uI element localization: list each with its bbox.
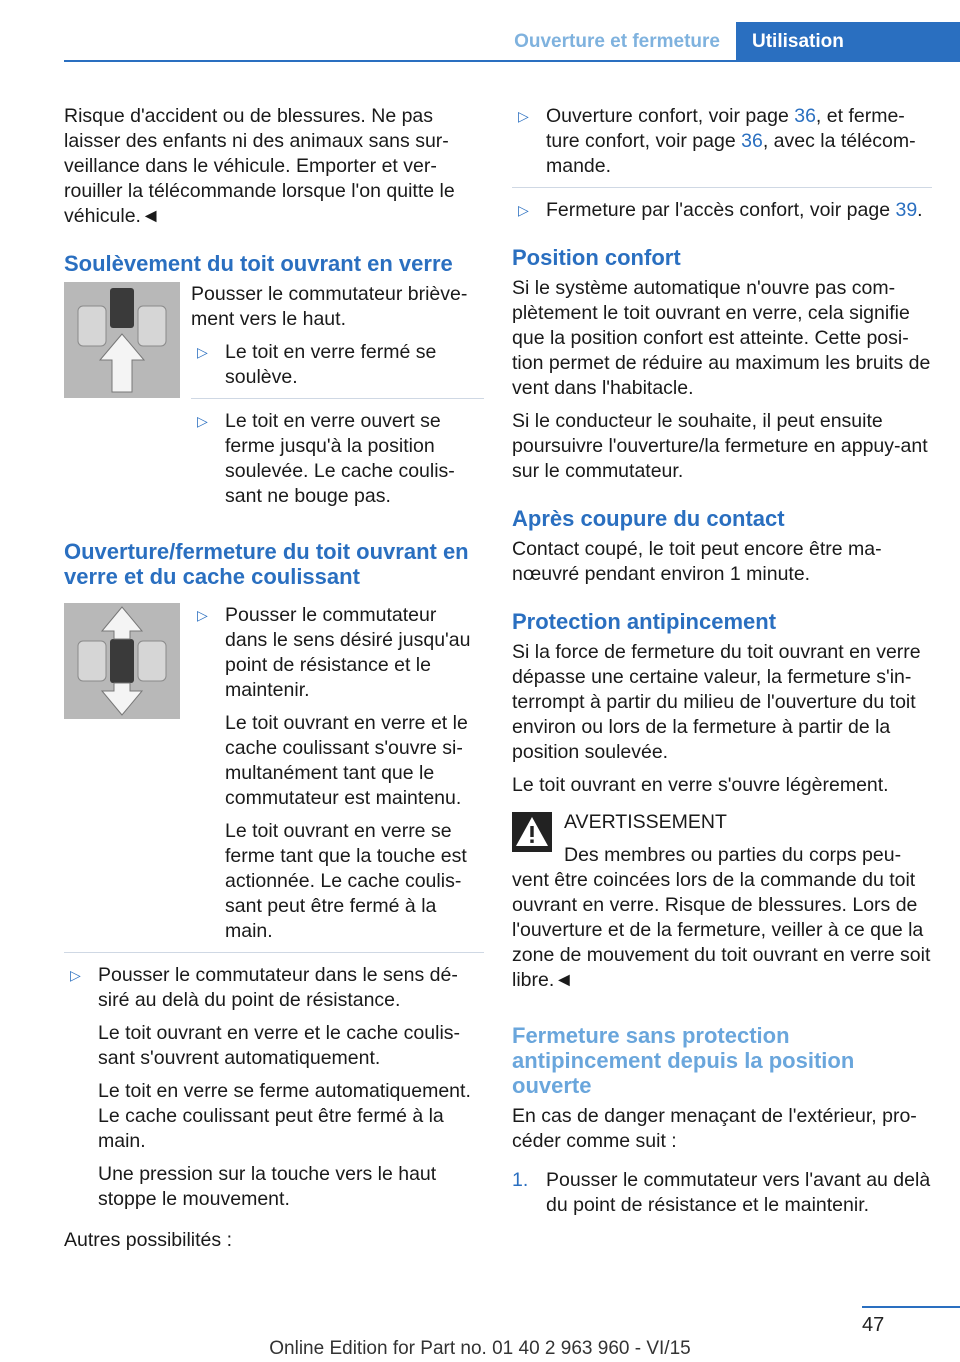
heading-anti-pinch: Protection antipincement [512,609,777,634]
page-link[interactable]: 36 [741,130,763,152]
header-chapter: Utilisation [736,22,960,60]
list-item: ▷ Le toit en verre ouvert se ferme jusqu'à la position soulevée. Le cache coulis‐sant ne bouge pas. [197,410,455,507]
list-item: ▷ Pousser le commutateur dans le sens dé‐siré au delà du point de résistance. Le toit ouvrant en verre et le cache coulis‐sant s'ouvrent automatiquement. Le toit en verre se ferme automatiquement. Le cache coulissant peut être fermé à la main. Une pression sur la touche vers le haut stoppe le mouvement. [70,964,471,1210]
switch-up-illustration [64,282,180,398]
divider [64,952,484,953]
list-item: ▷ Le toit en verre fermé se soulève. [197,341,437,388]
heading-close-no-protection: Fermeture sans protection antipincement depuis la position ouverte [512,1023,855,1098]
open-text [191,603,484,944]
divider [191,398,484,399]
switch-updown-illustration [64,603,180,719]
warning-title: AVERTISSEMENT [564,811,727,833]
bullet-marker: ▷ [197,413,208,429]
heading-lift: Soulèvement du toit ouvrant en verre [64,251,453,276]
divider [512,187,932,188]
paragraph: Le toit ouvrant en verre s'ouvre légèrement. [512,774,889,796]
list-item: ▷ Ouverture confort, voir page 36, et ferme‐ture confort, voir page 36, avec la télécom‐mande. [518,105,916,177]
page-number: 47 [862,1314,885,1336]
heading-comfort: Position confort [512,245,681,270]
header-rule [64,60,960,62]
left-column [64,104,484,1261]
bullet-marker: ▷ [70,967,81,983]
list-item: ▷ Fermeture par l'accès confort, voir page 39. [518,199,923,221]
paragraph: Si le système automatique n'ouvre pas com‐plètement le toit ouvrant en verre, cela signifie que la position confort est atteinte. Cette posi‐tion permet de réduire au maximum les bruits de vent dans l'habitacle. [512,277,931,399]
warning-block [512,810,932,993]
page-number-rule [862,1306,960,1308]
intro-paragraph: Risque d'accident ou de blessures. Ne pas laisser des enfants ni des animaux sans sur‐veillance dans le véhicule. Emporter et ver‐rouiller la télécommande lorsque l'on quitte le véhicule.◄ [64,105,455,227]
paragraph: Si le conducteur le souhaite, il peut ensuite poursuivre l'ouverture/la fermeture en appuy‐ant sur le commutateur. [512,410,928,482]
page-link[interactable]: 39 [895,199,918,221]
lift-lead: Pousser le commutateur briève‐ment vers le haut. [191,283,468,330]
heading-ignition-off: Après coupure du contact [512,506,785,531]
bullet-marker: ▷ [197,344,208,360]
warning-icon [512,812,552,852]
page-link[interactable]: 36 [794,105,816,127]
lift-text [191,282,484,509]
paragraph: Contact coupé, le toit peut encore être ma‐nœuvré pendant environ 1 minute. [512,538,882,585]
header-section: Ouverture et fermeture [514,31,720,52]
numbered-item: 1. Pousser le commutateur vers l'avant au delà du point de résistance et le maintenir. [512,1169,931,1216]
bullet-marker: ▷ [518,108,529,124]
list-item: ▷ Pousser le commutateur dans le sens désiré jusqu'au point de résistance et le maintenir. Le toit ouvrant en verre et le cache coulissant s'ouvre si‐multanément tant que le commutateur est maintenu. Le toit ouvrant en verre se ferme tant que la touche est actionnée. Le cache coulis‐sant peut être fermé à la main. [197,604,471,942]
paragraph: Si la force de fermeture du toit ouvrant en verre dépasse une certaine valeur, la fermeture s'in‐terrompt à partir du milieu de l'ouverture du toit environ ou lors de la fermeture à partir de la position soulevée. [512,641,921,763]
open-block [64,603,484,944]
step-number: 1. [512,1169,529,1191]
lift-block [64,282,484,509]
bullet-marker: ▷ [518,202,529,218]
right-column [512,104,932,1226]
warning-text: Des membres ou parties du corps peu‐vent être coincées lors de la commande du toit ouvrant en verre. Risque de blessures. Lors de l'ouverture et de la fermeture, veiller à ce que la zone de mouvement du toit ouvrant en verre soit libre.◄ [512,844,931,991]
bullet-marker: ▷ [197,607,208,623]
other-possibilities: Autres possibilités : [64,1229,232,1251]
paragraph: En cas de danger menaçant de l'extérieur, pro‐céder comme suit : [512,1105,917,1152]
heading-open-close: Ouverture/fermeture du toit ouvrant en verre et du cache coulissant [64,539,469,589]
footer-edition: Online Edition for Part no. 01 40 2 963 960 - VI/15 [269,1338,691,1359]
